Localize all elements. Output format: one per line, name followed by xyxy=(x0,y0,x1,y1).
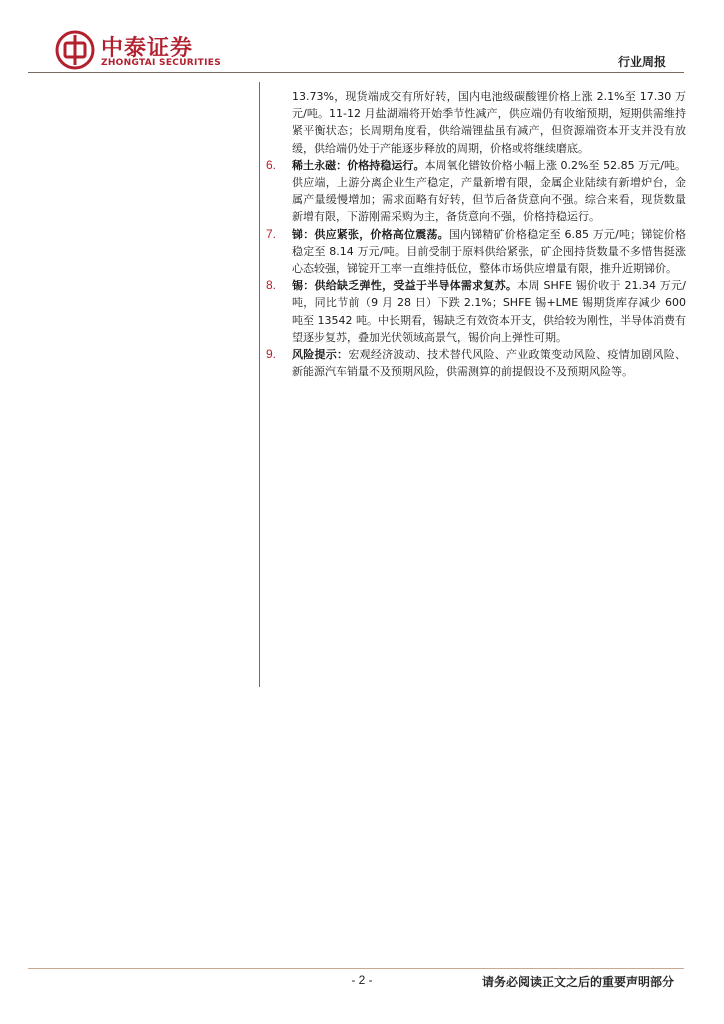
list-item-number: 7. xyxy=(266,226,277,241)
list-item-tin xyxy=(266,277,686,346)
company-logo xyxy=(55,30,235,74)
list-item-heading: 锡：供给缺乏弹性，受益于半导体需求复苏。 xyxy=(292,279,518,293)
continuation-paragraph: 13.73%，现货端成交有所好转，国内电池级碳酸锂价格上涨 2.1%至 17.30 万元/吨。11-12 月盐湖端将开始季节性减产，供应端仍有收缩预期，短期供需维持紧平衡状态；长周期角度看，供给端锂盐虽有减产，但资源端资本开支并没有放缓，供给端仍处于产能逐步释放的周期，价格或将继续磨底。 xyxy=(292,90,686,155)
logo-chinese-name: 中泰证券 xyxy=(101,36,194,61)
list-item-number: 9. xyxy=(266,347,277,362)
list-item-heading: 风险提示： xyxy=(292,348,349,362)
list-item-text: 国内锑精矿价格稳定至 6.85 万元/吨；锑锭价格稳定至 8.14 万元/吨。目前受制于原料供给紧张，矿企囤持货数量不多惜售挺涨心态较强，锑锭开工率一直维持低位，整体市场供应增量有限，推升近期锑价。 xyxy=(292,227,687,276)
list-item-heading: 稀土永磁：价格持稳运行。 xyxy=(292,158,425,172)
list-item-antimony xyxy=(266,226,686,278)
disclaimer-notice: 请务必阅读正文之后的重要声明部分 xyxy=(481,975,674,989)
list-item-text: 宏观经济波动、技术替代风险、产业政策变动风险、疫情加剧风险、新能源汽车销量不及预期风险，供需测算的前提假设不及预期风险等。 xyxy=(292,348,687,379)
report-type-label: 行业周报 xyxy=(617,55,666,69)
report-body xyxy=(266,88,686,380)
list-item-rare-earth xyxy=(266,157,686,226)
list-item-number: 8. xyxy=(266,278,277,293)
list-item-text: 本周氧化镨钕价格小幅上涨 0.2%至 52.85 万元/吨。供应端，上游分离企业生产稳定，产量新增有限，金属企业陆续有新增炉台，金属产量缓慢增加；需求面略有好转，但节后备货意向不强。综合来看，现货数量新增有限，下游刚需采购为主，备货意向不强，价格持稳运行。 xyxy=(292,158,686,224)
zhongtai-logo-icon xyxy=(55,30,95,70)
list-item-risk xyxy=(266,346,686,380)
logo-english-name: ZHONGTAI SECURITIES xyxy=(101,58,221,68)
list-item-heading: 锑：供应紧张，价格高位震荡。 xyxy=(292,227,449,241)
list-item-number: 6. xyxy=(266,157,277,172)
footer-divider xyxy=(28,968,684,969)
header-divider xyxy=(28,72,684,73)
list-item-text: 本周 SHFE 锡价收于 21.34 万元/吨，同比节前（9 月 28 日）下跌 2.1%；SHFE 锡+LME 锡期货库存减少 600 吨至 13542 吨。中长期看，锡缺乏有效资本开支，供给较为刚性，半导体消费有望逐步复苏，叠加光伏领域高景气，锡价向上弹性可期。 xyxy=(292,279,687,344)
page-number: - 2 - xyxy=(351,973,373,987)
column-divider xyxy=(259,82,260,687)
